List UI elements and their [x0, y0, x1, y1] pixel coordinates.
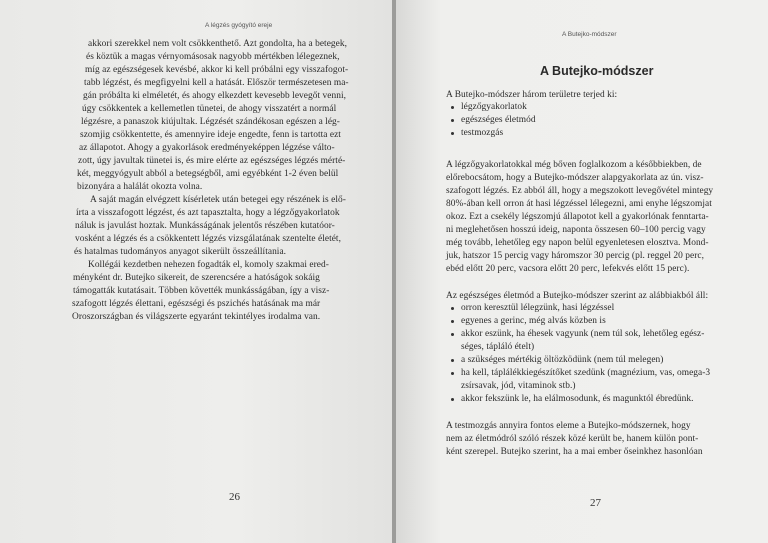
text-line: és köztük a magas vérnyomásosak nagyobb mértékben lélegeznek,: [86, 52, 340, 62]
list-item: akkor fekszünk le, ha elálmosodunk, és magunktól ébredünk.: [461, 394, 694, 404]
running-head: A légzés gyógyító ereje: [205, 22, 273, 29]
text-line: náluk is javulást hoztak. Munkásságának jelentős részében kutatóor-: [75, 221, 335, 231]
text-line: és hatalmas tudományos anyagot sikerült összeállítania.: [74, 247, 287, 257]
text-line: még tovább, lehetőleg egy napon belül egyenletesen elosztva. Mond-: [446, 238, 709, 248]
intro-line: A Butejko-módszer három területre terjed ki:: [446, 90, 618, 100]
list-item: akkor eszünk, ha éhesek vagyunk (nem túl sok, lehetőleg egész-: [461, 329, 705, 339]
text-line: okoz. Ezt a csekély légszomjú állapotot kell a gyakorlónak fenntarta-: [446, 212, 709, 222]
text-line: ebéd előtt 20 perc, vacsora előtt 20 perc, lefekvés előtt 15 perc).: [446, 264, 690, 274]
text-line: tabb légzést, és megfigyelni kell a hatását. Először természetesen ma-: [84, 78, 349, 88]
text-line: nem az életmódról szóló részek közé került be, hanem külön pont-: [446, 434, 699, 444]
text-line: légzésre, a panaszok kiújultak. Légzését szándékosan egészen a lég-: [81, 117, 340, 127]
page-number: 26: [229, 491, 240, 503]
text-line: szafogott légzés élettani, egészségi és pszichés hatásának ma már: [72, 299, 321, 309]
text-line: bizonyára a halálát okozta volna.: [77, 182, 203, 192]
bullet-icon: [451, 119, 454, 122]
bullet-icon: [451, 398, 454, 401]
text-line: előrebocsátom, hogy a Butejko-módszer alapgyakorlata az ún. visz-: [446, 173, 704, 183]
text-line: írta a visszafogott légzést, és azt tapasztalta, hogy a légzőgyakorlatok: [76, 208, 340, 218]
text-line: A légzőgyakorlatokkal még bőven foglalkozom a későbbiekben, de: [446, 160, 702, 170]
bullet-icon: [451, 359, 454, 362]
bullet-icon: [451, 333, 454, 336]
text-line: juk, hatszor 15 percig vagy háromszor 30 percig (pl. reggel 20 perc,: [446, 251, 704, 261]
list-item-continuation: séges, tápláló ételt): [461, 342, 535, 352]
list-item: egészséges életmód: [461, 115, 536, 125]
text-line: az állapotot. Ahogy a gyakorlások eredményeképpen légzése válto-: [79, 143, 335, 153]
list-item: testmozgás: [461, 128, 504, 138]
text-line: ként szerepel. Butejko szerint, ha a mai ember őseinkhez hasonlóan: [446, 447, 703, 457]
text-line: két, meggyógyult abból a betegségből, ami egyébként 1-2 éven belül: [77, 169, 339, 179]
bullet-icon: [451, 132, 454, 135]
text-line: ményként dr. Butejko sikereit, de szerencsére a hatóságok sokáig: [73, 273, 320, 283]
bullet-icon: [451, 320, 454, 323]
text-line: Kollégái kezdetben nehezen fogadták el, komoly szakmai ered-: [88, 260, 329, 270]
text-line: vosként a légzés és a csökkentett légzés vizsgálatának szentelte életét,: [75, 234, 341, 244]
list-item: egyenes a gerinc, még alvás közben is: [461, 316, 606, 326]
text-line: szomjig csökkentette, és amennyire ideje engedte, fenn is tartotta ezt: [80, 130, 341, 140]
running-head: A Butejko-módszer: [562, 31, 617, 38]
list-item: ha kell, táplálékkiegészítőket szedünk (magnézium, vas, omega-3: [461, 368, 711, 378]
text-line: támogatták kutatásait. Többen követték munkásságában, így a visz-: [73, 286, 330, 296]
text-line: A saját magán elvégzett kísérletek után betegei egy részének is elő-: [90, 195, 346, 205]
text-line: zott, úgy javultak tünetei is, és mire elérte az egészséges légzés mérté-: [78, 156, 346, 166]
list-item-continuation: zsírsavak, jód, vitaminok stb.): [461, 381, 576, 391]
list-item: a szükséges mértékig öltözködünk (nem túl melegen): [461, 355, 664, 365]
text-line: szafogott légzés. Ez abból áll, hogy a megszokott levegővétel mintegy: [446, 186, 714, 196]
text-line: úgy csökkentek a kellemetlen tünetei, de ahogy visszatért a normál: [82, 104, 337, 114]
list-item: orron keresztül lélegzünk, hasi légzéssel: [461, 303, 615, 313]
page-number: 27: [590, 497, 601, 509]
text-line: míg az egészségesek kevésbé, akkor ki kell próbálni egy visszafogot-: [85, 65, 349, 75]
bullet-icon: [451, 106, 454, 109]
text-line: akkori szerekkel nem volt csökkenthető. Azt gondolta, ha a betegek,: [88, 39, 347, 49]
text-line: gán próbálta ki elméletét, és ahogy elkezdett kevesebb levegőt venni,: [83, 91, 346, 101]
text-line: 80%-ában kell orron át hasi légzéssel lélegezni, ami enyhe légszomjat: [446, 199, 712, 209]
text-line: A testmozgás annyira fontos eleme a Butejko-módszernek, hogy: [446, 421, 691, 431]
bullet-icon: [451, 372, 454, 375]
list-item: légzőgyakorlatok: [461, 102, 527, 112]
text-line: Oroszországban és világszerte egyaránt tekintélyes irodalma van.: [72, 312, 321, 322]
bullet-icon: [451, 307, 454, 310]
text-line: ni meglehetősen hosszú ideig, naponta összesen 60–100 percig vagy: [446, 225, 706, 235]
chapter-title: A Butejko-módszer: [540, 64, 654, 78]
text-line: Az egészséges életmód a Butejko-módszer szerint az alábbiakból áll:: [446, 291, 709, 301]
